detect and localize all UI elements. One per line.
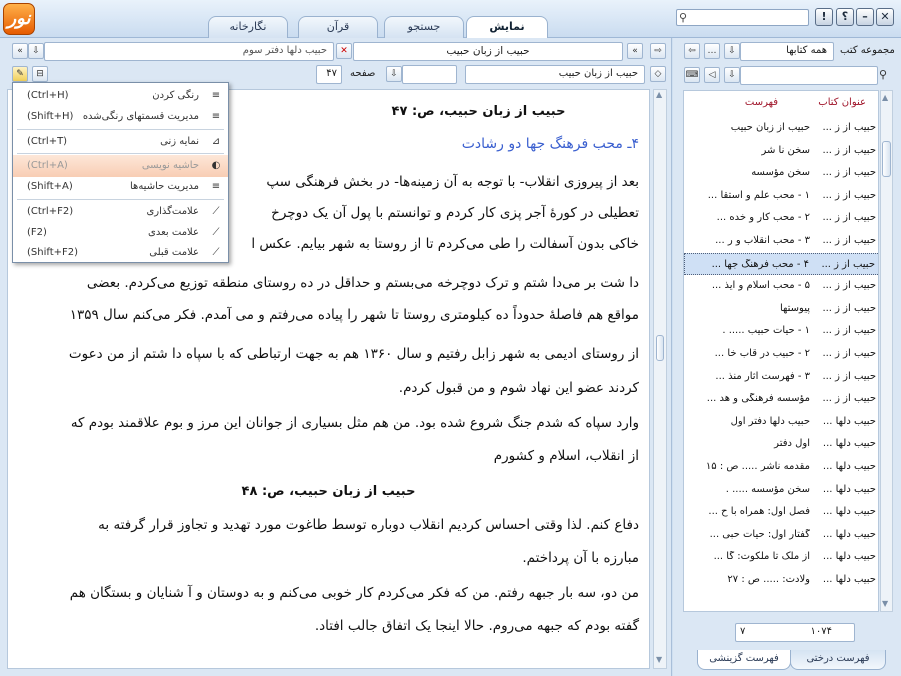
prev-icon[interactable]: ◁ [704,67,720,83]
layout-icon[interactable]: ⊟ [32,66,48,82]
index-icon: ⊿ [211,136,221,147]
back-arrow-icon[interactable]: ⇦ [684,43,700,59]
list-item[interactable] [684,140,879,162]
paragraph-line: وارد سپاه که شدم جنگ شروع شده بود. من هم مثل بسیاری از جوانان این مرز و بوم علاقمند بودم که [70,415,639,431]
book-title: حبیب از ز ... [822,280,876,292]
paragraph-line: از انقلاب، اسلام و کشورم [493,448,639,464]
page-counter [735,623,855,642]
toc-entry: حبیب از زبان حبیب [730,122,810,133]
paragraph-line: گفته بودم که جبهه می‌روم. حالا اینجا یک اتفاق جالب افتاد. [314,618,639,634]
toc-entry: پیوستها [779,302,810,314]
paragraph-line: مواقع هم فاصلهٔ حدوداً ده کیلومتری روستا تا شهر را پیاده می‌رفتم و می آمدم. فکر می‌کنم سال ۱۳۵۹ [69,307,639,323]
book-title: حبیب از ز ... [822,122,876,133]
list-item[interactable] [684,117,879,139]
list-item[interactable] [684,253,879,275]
page-label: صفحه [350,68,376,79]
menu-item-bookmark[interactable]: (Ctrl+F2) علامت‌گذاری ⟋ [13,201,228,223]
paragraph-line: خاکی بدون آسفالت را طی می‌کردم تا از روستا به شهر بیایم. عکس ا [251,236,639,252]
tab-quran[interactable]: قرآن [298,16,378,38]
scroll-thumb[interactable] [882,141,891,177]
list-item[interactable] [684,185,879,207]
list-item[interactable] [684,366,879,388]
list-item[interactable] [684,230,879,252]
book-title: حبیب از ز ... [822,302,876,314]
book-title: حبیب دلها ... [822,483,876,495]
tab-tree-toc[interactable]: فهرست درختی [790,650,886,670]
book-title: حبیب دلها ... [822,415,876,427]
dropdown-icon[interactable]: ⇩ [724,43,740,59]
page-heading: حبیب از زبان حبیب، ص: ۴۸ [241,484,416,499]
book-title: حبیب از ز ... [822,235,876,246]
book-title: حبیب از ز ... [821,258,875,270]
forward-arrow-icon[interactable]: ⇨ [650,43,666,59]
menu-item-highlight[interactable]: (Ctrl+H) رنگی کردن ≡ [13,85,228,107]
close-button[interactable]: ✕ [876,8,894,26]
search-icon: ⚲ [679,11,688,24]
page-current: ۷ [740,626,746,637]
menu-item-next-bookmark[interactable]: (F2) علامت بعدی ⟋ [13,222,228,244]
paragraph-line: دفاع کنم. لذا وقتی احساس کردیم انقلاب دوباره توسط طاغوت مورد تهدید و تجاوز قرار گرفته به [98,517,639,533]
toc-entry: ۱ - محب علم و استقا ... [707,189,810,201]
list-item[interactable] [684,320,879,342]
scroll-down-icon[interactable]: ▼ [656,655,663,664]
tab-search[interactable]: جستجو [384,16,464,38]
book-title: حبیب از ز ... [822,325,876,337]
book-title: حبیب از ز ... [822,144,876,156]
minimize-button[interactable]: – [856,8,874,26]
search-icon[interactable]: ⚲ [879,68,888,81]
toc-entry: ۱ - حیات حبیب ..... . [722,325,810,337]
paragraph-line: کردند عضو این نهاد شوم و من قبول کردم. [398,380,639,396]
book-field[interactable]: حبیب از زبان حبیب [353,42,623,61]
toc-entry: ۳ - فهرست آثار منذ ... [715,370,810,382]
filter-input[interactable] [740,66,878,85]
book-title: حبیب از ز ... [822,393,876,405]
tab-gallery[interactable]: نگارخانه [208,16,288,38]
book-title: حبیب از ز ... [822,189,876,201]
list-item[interactable] [684,479,879,501]
list-item[interactable] [684,456,879,478]
toc-entry: ۲ - حبیب در قاب خا ... [714,348,810,359]
context-menu [12,82,229,263]
menu-item-index[interactable]: (Ctrl+T) نمایه زنی ⊿ [13,131,228,153]
app-logo: نور [3,3,35,35]
toc-entry: مؤسسه فرهنگی و هد ... [706,393,810,405]
toc-list [683,90,879,612]
list-item[interactable] [684,343,879,365]
page-number-input[interactable]: ۴۷ [316,65,342,84]
paragraph-line: من دو، سه بار جبهه رفتم. من که فکر می‌کردم کار خوبی می‌کنم و به دوستان و آ شنایان و بستگان هم [69,585,639,601]
page-dropdown[interactable] [402,65,457,84]
list-item[interactable] [684,275,879,297]
col-header-toc[interactable]: فهرست [744,97,778,108]
bookmark-icon: ⟋ [212,206,220,217]
scroll-up-icon[interactable]: ▲ [882,93,889,102]
keyboard-icon[interactable]: ⌨ [684,67,700,83]
list-icon: ≡ [211,111,221,122]
toc-entry: سخن مؤسسه ..... . [725,483,810,495]
toc-entry: ولادت: ..... ص : ۲۷ [727,574,810,585]
book-title: حبیب دلها ... [822,574,876,585]
page-down-icon[interactable]: ⇩ [386,66,402,82]
highlight-icon: ≡ [211,90,221,101]
list-item[interactable] [684,569,879,591]
scroll-thumb[interactable] [656,335,664,361]
down-arrow-icon[interactable]: ⇩ [28,43,44,59]
menu-item-manage-annotations[interactable]: (Shift+A) مدیریت حاشیه‌ها ≡ [13,176,228,198]
list-item[interactable] [684,207,879,229]
list-item[interactable] [684,433,879,455]
expand-left-icon[interactable]: « [12,43,28,59]
more-icon[interactable]: … [704,43,720,59]
toc-entry: ۲ - محب کار و خده ... [716,212,810,224]
list-scrollbar[interactable] [880,90,893,612]
book-title: حبیب از ز ... [822,370,876,382]
book-title: حبیب دلها ... [822,461,876,472]
toc-entry: ۵ - محب اسلام و ایذ ... [711,280,810,292]
book-title: حبیب دلها ... [822,506,876,518]
list-item[interactable] [684,388,879,410]
toc-entry: سخن مؤسسه [751,167,810,179]
toc-entry: اول دفتر [774,438,810,450]
tag-icon[interactable]: ◇ [650,66,666,82]
scroll-down-icon[interactable]: ▼ [882,599,889,608]
book-title: حبیب دلها ... [822,438,876,450]
annotate-icon: ◐ [211,160,221,171]
paragraph-line: دا شت بر می‌دا شتم و ترک دوچرخه می‌بستم و حداقل در ده روستای منطقه توزیع می‌کردم. بعضی [86,275,639,291]
close-book-icon[interactable]: ✕ [336,43,352,59]
toc-entry: از ملک تا ملکوت: گا ... [713,551,810,563]
list-icon: ≡ [211,181,221,192]
section-title: ۴ـ محب فرهنگ جها دو رشادت [461,136,639,152]
list-item[interactable] [684,162,879,184]
list-item[interactable] [684,298,879,320]
dropdown-icon[interactable]: ⇩ [724,67,740,83]
book-title: حبیب دلها ... [822,551,876,563]
paragraph-line: مبارزه با آن پرداختم. [522,550,639,566]
paragraph-line: از روستای ادیمی به شهر زابل رفتیم و سال ۱۳۶۰ هم به جهت ارتباطی که با سپاه دا شتم از من دعوت [68,346,639,362]
toc-entry: سخن نا شر [761,144,810,156]
tab-selective-toc[interactable]: فهرست گزینشی [697,650,791,670]
toc-entry: گفتار اول: حیات حبی ... [709,528,810,540]
toc-entry: ۳ - محب انقلاب و ر ... [715,235,810,246]
tools-icon[interactable]: ✎ [12,66,28,82]
toc-entry: فصل اول: همراه با ح ... [708,506,810,518]
page-total: ۱۰۷۴ [810,626,832,637]
list-item[interactable] [684,546,879,568]
menu-divider [17,199,224,200]
menu-divider [17,129,224,130]
menu-item-annotate[interactable]: (Ctrl+A) حاشیه نویسی ◐ [13,155,228,177]
section-field[interactable]: حبیب از زبان حبیب [465,65,645,84]
scroll-up-icon[interactable]: ▲ [656,90,663,99]
help-button[interactable]: ؟ [836,8,854,26]
document-scrollbar[interactable] [653,89,667,669]
list-item[interactable] [684,524,879,546]
collection-label: مجموعه کتب [840,45,895,56]
info-button[interactable]: ! [815,8,833,26]
next-bookmark-icon: ⟋ [212,227,220,238]
paragraph-line: تعطیلی در کورهٔ آجر پزی کار کردم و توانستم با پول آن یک دوچرخ [271,205,639,221]
book-title: حبیب از ز ... [822,212,876,224]
menu-item-prev-bookmark[interactable]: (Shift+F2) علامت قبلی ⟋ [13,242,228,264]
list-item[interactable] [684,411,879,433]
global-search-input[interactable] [676,9,809,26]
list-item[interactable] [684,501,879,523]
prev-bookmark-icon: ⟋ [212,247,220,258]
book-title: حبیب دلها ... [822,528,876,540]
book-title: حبیب از ز ... [822,348,876,359]
book-title: حبیب از ز ... [822,167,876,179]
other-book-field[interactable]: حبیب دلها دفتر سوم [44,42,334,61]
paragraph-line: بعد از پیروزی انقلاب- با توجه به آن زمینه‌ها- در بخش فرهنگی سپ [266,174,639,190]
menu-divider [17,153,224,154]
col-header-book[interactable]: عنوان کتاب [818,97,866,108]
toc-entry: حبیب دلها دفتر اول [730,415,810,427]
collapse-icon[interactable]: « [627,43,643,59]
page-heading: حبیب از زبان حبیب، ص: ۴۷ [391,104,566,119]
collection-select[interactable]: همه کتابها [740,42,834,61]
tab-view[interactable]: نمایش [466,16,548,39]
menu-item-manage-highlights[interactable]: (Shift+H) مدیریت قسمتهای رنگی‌شده ≡ [13,106,228,128]
toc-entry: ۴ - محب فرهنگ جها ... [711,258,809,270]
toc-entry: مقدمه ناشر ..... ص : ۱۵ [705,461,810,472]
